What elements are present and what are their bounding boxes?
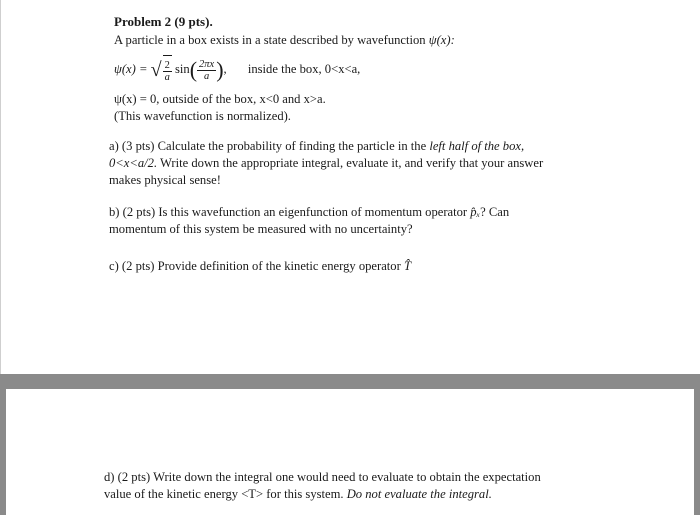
part-a-line3: makes physical sense! bbox=[109, 173, 221, 187]
sqrt-sign: √ bbox=[150, 59, 162, 82]
problem-title: Problem 2 (9 pts). bbox=[114, 14, 213, 29]
part-d-emph: Do not evaluate the integral. bbox=[346, 487, 492, 501]
part-b-text1b: ? Can bbox=[480, 205, 510, 219]
part-d-text2: value of the kinetic energy <T> for this system. bbox=[104, 487, 347, 501]
wf-inside: inside the box, 0<x<a, bbox=[247, 62, 361, 76]
part-a-emph1: left half of the box, bbox=[429, 139, 525, 153]
part-b-text1: b) (2 pts) Is this wavefunction an eigenfunction of momentum operator bbox=[109, 205, 471, 219]
arg-den: a bbox=[203, 70, 210, 82]
root-fraction bbox=[163, 60, 172, 83]
intro-line bbox=[114, 33, 455, 48]
wf-comma: , bbox=[223, 62, 227, 76]
kinetic-operator: T̂ bbox=[403, 259, 411, 273]
part-d-line1: d) (2 pts) Write down the integral one would need to evaluate to obtain the expectation bbox=[104, 470, 541, 484]
part-b-line2: momentum of this system be measured with no uncertainty? bbox=[109, 222, 413, 236]
outside-line: ψ(x) = 0, outside of the box, x<0 and x>a. bbox=[114, 92, 326, 106]
part-a-line2 bbox=[109, 156, 543, 171]
arg-fraction bbox=[197, 59, 216, 82]
part-d-line2 bbox=[104, 487, 492, 502]
root-num: 2 bbox=[164, 60, 170, 72]
part-a-text1: a) (3 pts) Calculate the probability of finding the particle in the bbox=[109, 139, 430, 153]
root-den: a bbox=[164, 72, 170, 84]
part-a-range: 0<x<a/2. bbox=[109, 156, 158, 170]
right-edge-bar bbox=[694, 389, 700, 515]
wavefunction-equation bbox=[114, 54, 360, 84]
arg-num: 2πx bbox=[199, 58, 215, 70]
part-d-panel bbox=[6, 389, 694, 515]
page-separator bbox=[0, 374, 700, 389]
wf-sin: sin bbox=[175, 62, 190, 76]
part-c-line bbox=[109, 259, 411, 274]
wf-lhs: ψ(x) = bbox=[114, 62, 151, 76]
part-b-line1 bbox=[109, 205, 509, 220]
normalized-line: (This wavefunction is normalized). bbox=[114, 109, 291, 123]
sqrt-body bbox=[163, 55, 172, 86]
momentum-operator: p̂ₓ bbox=[470, 205, 481, 219]
intro-psi: ψ(x): bbox=[428, 33, 455, 47]
part-a-text2: Write down the appropriate integral, evaluate it, and verify that your answer bbox=[157, 156, 544, 170]
part-a-line1 bbox=[109, 139, 524, 154]
paren-open: ( bbox=[189, 57, 198, 83]
part-c-text: c) (2 pts) Provide definition of the kinetic energy operator bbox=[109, 259, 404, 273]
intro-text: A particle in a box exists in a state described by wavefunction bbox=[114, 33, 429, 47]
paren-close: ) bbox=[216, 57, 224, 83]
